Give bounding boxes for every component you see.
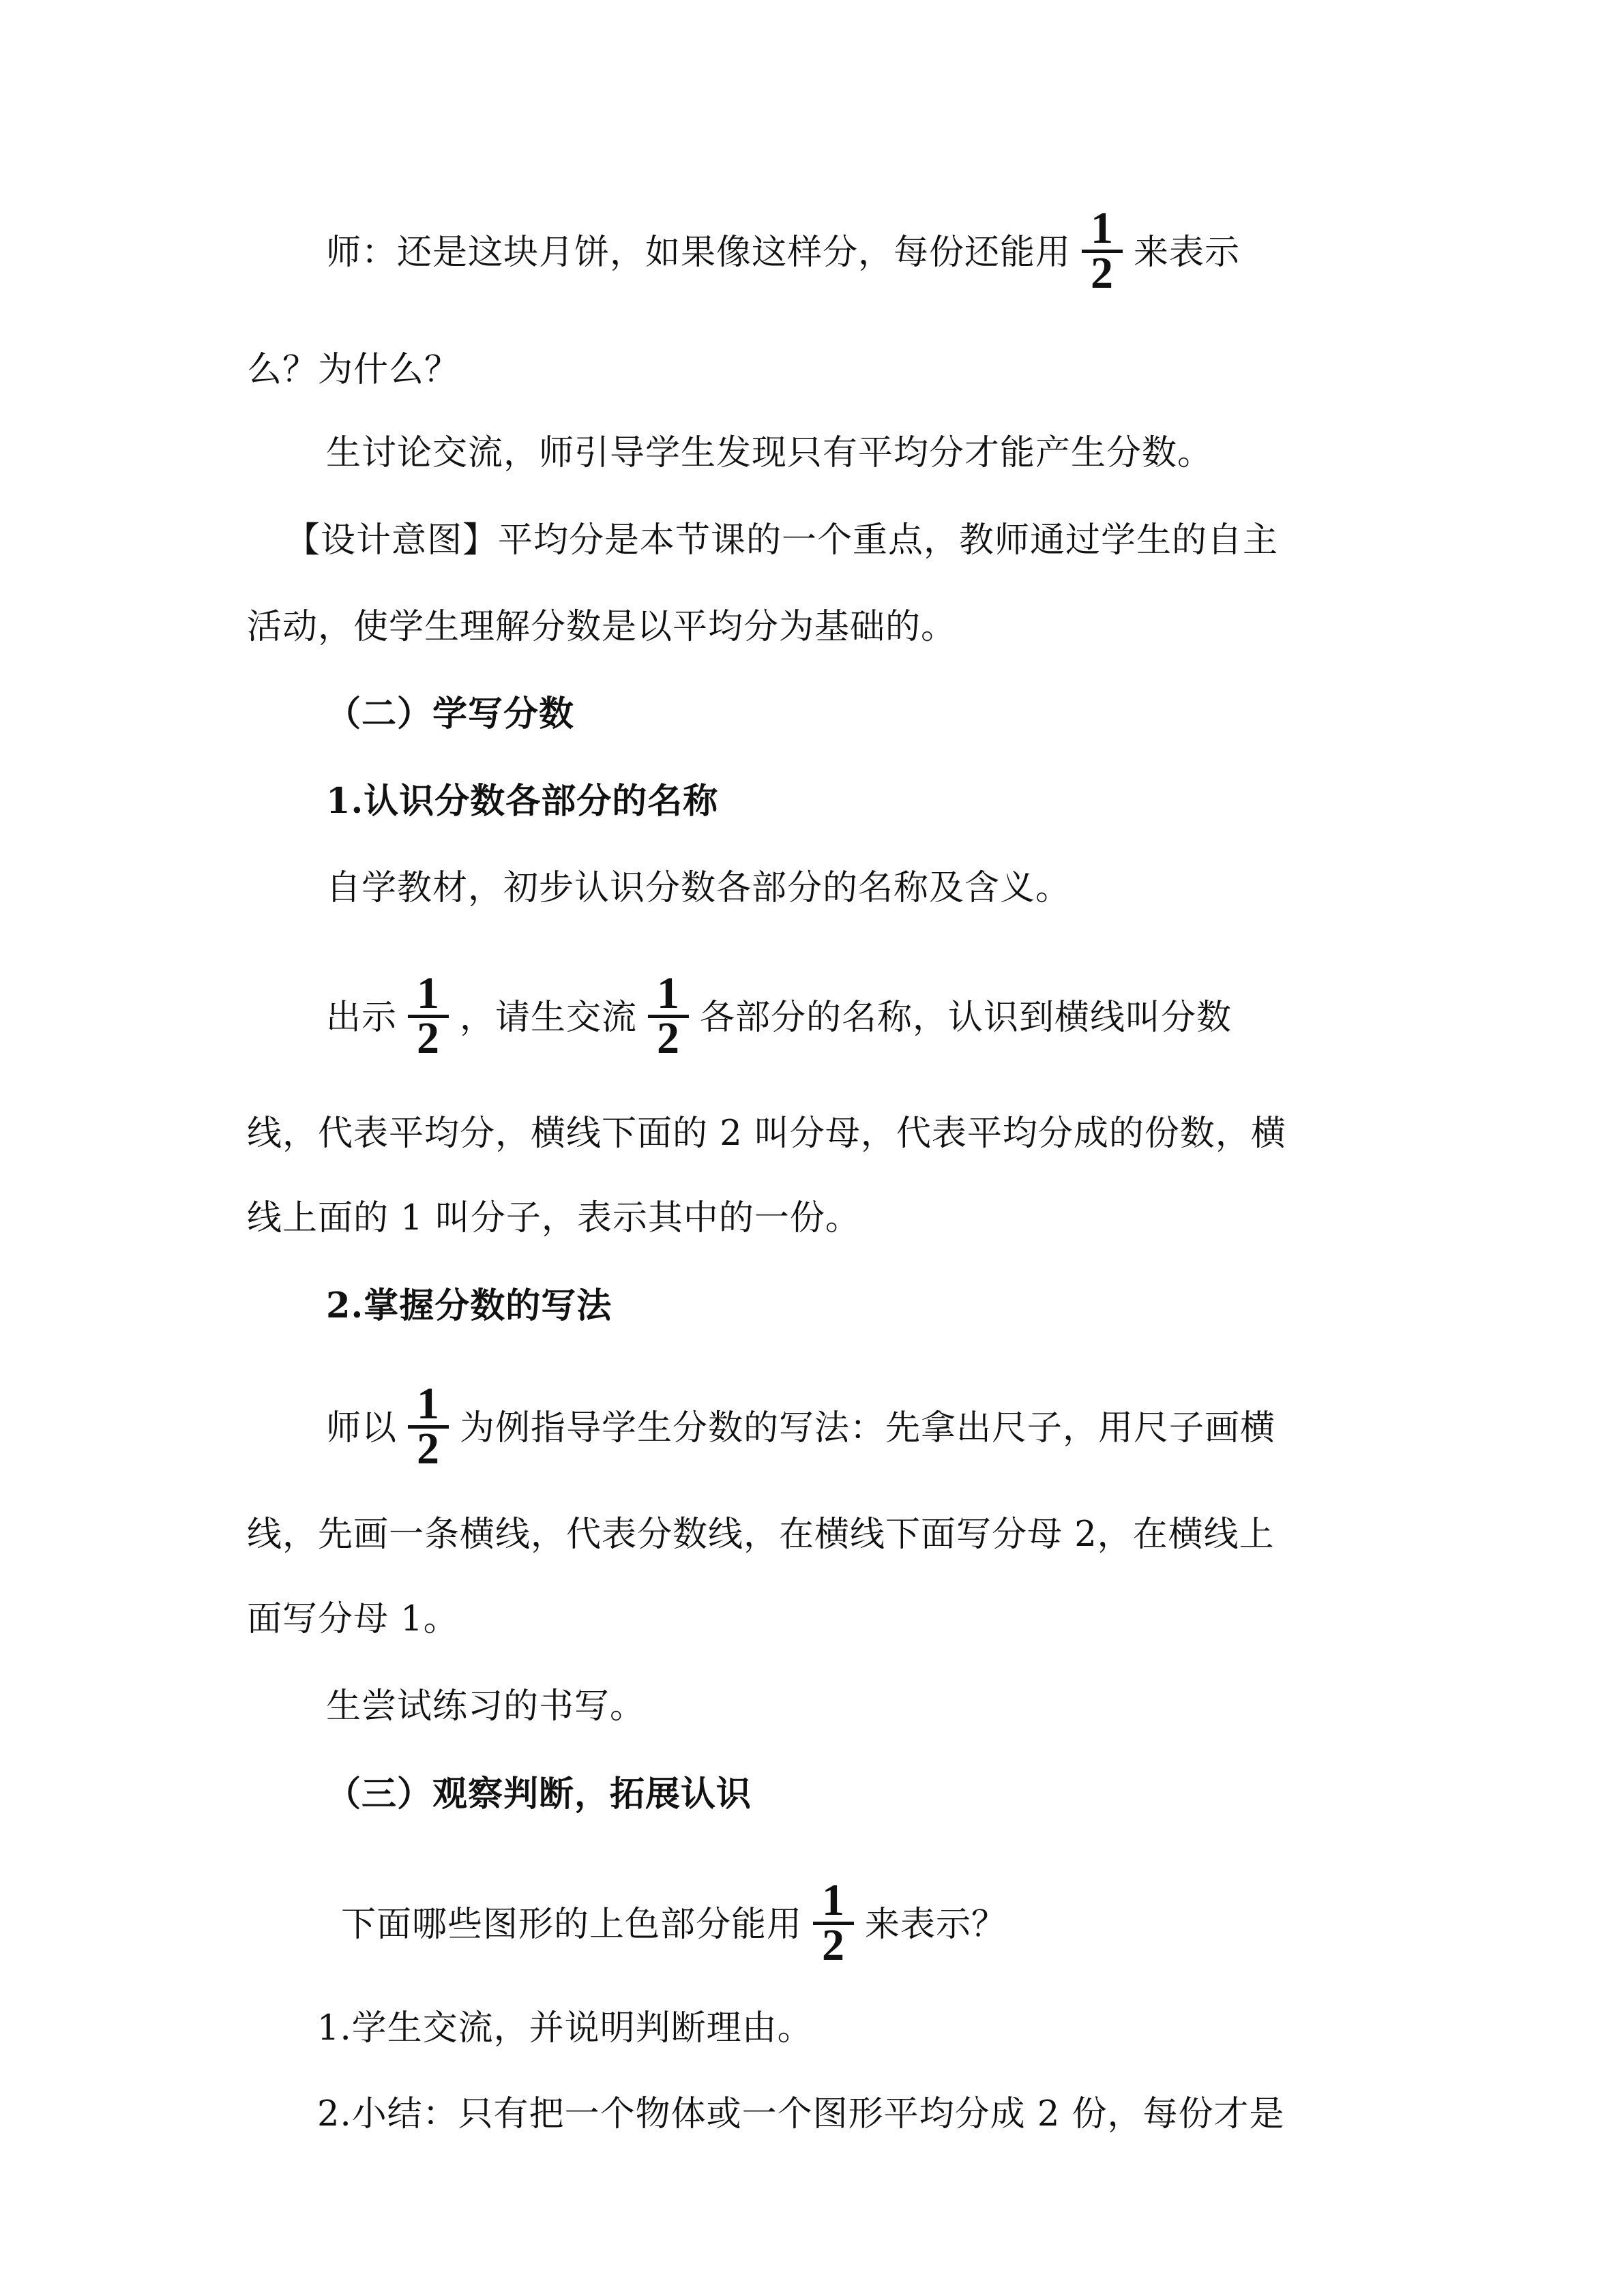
paragraph-line: 2.小结：只有把一个物体或一个图形平均分成 2 份，每份才是 <box>317 2094 1285 2134</box>
paragraph-line: 么？为什么？ <box>247 350 460 390</box>
fraction-numerator: 1 <box>417 968 441 1018</box>
text-segment: 为例指导学生分数的写法：先拿出尺子，用尺子画横 <box>460 1408 1276 1448</box>
text-segment: 师以 <box>326 1408 398 1448</box>
fraction-one-half <box>647 968 690 1063</box>
fraction-numerator: 1 <box>657 968 681 1018</box>
paragraph-line: 线上面的 1 叫分子，表示其中的一份。 <box>247 1198 861 1238</box>
fraction-denominator: 2 <box>417 1424 441 1474</box>
text-segment: 来表示 <box>1134 233 1241 273</box>
text-segment: 各部分的名称，认识到横线叫分数 <box>700 998 1232 1038</box>
text-segment: ，请生交流 <box>460 998 638 1038</box>
paragraph-line: 活动，使学生理解分数是以平均分为基础的。 <box>247 607 957 647</box>
fraction-numerator: 1 <box>822 1875 846 1925</box>
paragraph-line: 线，先画一条横线，代表分数线，在横线下面写分母 2，在横线上 <box>247 1515 1275 1555</box>
fraction-denominator: 2 <box>1091 248 1114 298</box>
text-segment: 下面哪些图形的上色部分能用 <box>341 1905 803 1945</box>
section-heading: （二）学写分数 <box>326 694 575 734</box>
paragraph-line: 生讨论交流，师引导学生发现只有平均分才能产生分数。 <box>326 433 1213 473</box>
fraction-one-half <box>812 1875 855 1970</box>
paragraph-line: 线，代表平均分，横线下面的 2 叫分母，代表平均分成的份数，横 <box>247 1114 1286 1154</box>
fraction-one-half <box>1080 203 1124 298</box>
fraction-denominator: 2 <box>822 1920 846 1970</box>
design-intent-line: 【设计意图】平均分是本节课的一个重点，教师通过学生的自主 <box>285 520 1279 561</box>
fraction-one-half <box>407 1379 450 1474</box>
paragraph-line: 面写分母 1。 <box>247 1599 459 1639</box>
fraction-denominator: 2 <box>417 1013 441 1063</box>
subsection-heading: 1.认识分数各部分的名称 <box>326 781 719 822</box>
paragraph-line: 生尝试练习的书写。 <box>326 1686 646 1727</box>
text-segment: 出示 <box>326 998 398 1038</box>
paragraph-line: 1.学生交流，并说明判断理由。 <box>317 2008 813 2048</box>
subsection-heading: 2.掌握分数的写法 <box>326 1285 612 1326</box>
paragraph-line <box>326 968 1232 1063</box>
paragraph-line <box>326 203 1241 298</box>
text-segment: 师：还是这块月饼，如果像这样分，每份还能用 <box>326 233 1072 273</box>
fraction-numerator: 1 <box>417 1379 441 1429</box>
paragraph-line <box>326 1379 1276 1474</box>
text-segment: 来表示？ <box>865 1905 1007 1945</box>
paragraph-line <box>341 1875 1007 1970</box>
section-heading: （三）观察判断，拓展认识 <box>326 1774 752 1815</box>
fraction-one-half <box>407 968 450 1063</box>
fraction-denominator: 2 <box>657 1013 681 1063</box>
paragraph-line: 自学教材，初步认识分数各部分的名称及含义。 <box>326 868 1072 908</box>
fraction-numerator: 1 <box>1091 203 1114 253</box>
